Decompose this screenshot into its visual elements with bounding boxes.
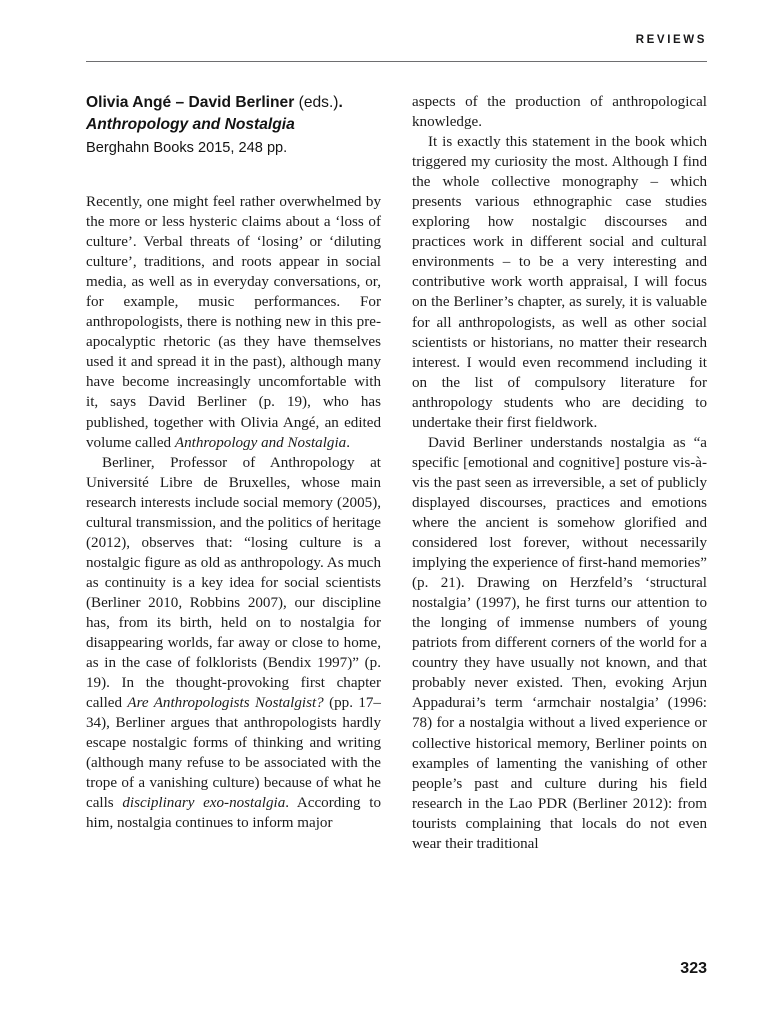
column-left <box>86 92 381 834</box>
paragraph <box>412 433 707 854</box>
header-rule <box>86 61 707 62</box>
book-title: Anthropology and Nostalgia <box>86 115 295 133</box>
text-run: (pp. 17–34), Berliner argues that anthropologists hardly escape nostalgic forms of thinking and writing (although many refuse to be associated with the trope of a vanishing culture) because of what he calls <box>86 695 381 812</box>
column-right <box>412 92 707 854</box>
paragraph <box>412 92 707 132</box>
italic-run: disciplinary exo-nostalgia <box>122 795 286 812</box>
book-header <box>86 92 381 135</box>
page-number: 323 <box>680 960 707 977</box>
book-authors: Olivia Angé – David Berliner <box>86 94 295 111</box>
right-column-body <box>412 92 707 854</box>
paragraph <box>86 192 381 453</box>
book-editors-note: (eds.) <box>298 94 339 111</box>
text-run: . According to him, nostalgia continues to inform major <box>86 795 381 832</box>
header-body-spacer <box>86 159 381 192</box>
book-imprint: Berghahn Books 2015, 248 pp. <box>86 140 288 156</box>
text-run: David Berliner understands nostalgia as “a specific [emotional and cognitive] posture vis-à-vis the past seen as irreversible, a set of publicly displayed discourses, practices and emotions where the ancient is somehow glorified and considered lost forever, without necessarily implying the experience of first-hand memories” (p. 21). Drawing on Herzfeld’s ‘structural nostalgia’ (1997), he first turns our attention to the longing of immense numbers of young patriots from different corners of the world for a country they have usually not known, and that probably never existed. Then, evoking Arjun Appadurai’s term ‘armchair nostalgia’ (1996: 78) for a nostalgia without a lived experience or collective historical memory, Berliner points on examples of lamenting the vanishing of other people’s past and culture during his field research in the Lao PDR (Berliner 2012): from tourists complaining that locals do not even wear their traditional <box>412 434 707 852</box>
italic-run: Are Anthropologists Nostalgist? <box>127 695 324 712</box>
paragraph <box>412 132 707 433</box>
left-column-body <box>86 192 381 834</box>
text-run: . <box>346 434 350 451</box>
paragraph <box>86 453 381 834</box>
text-run: Berliner, Professor of Anthropology at Université Libre de Bruxelles, whose main research interests include social memory (2005), cultural transmission, and the politics of heritage (2012), observes that: “losing culture is a nostalgic figure as old as anthropology. As much as continuity is a key idea for social scientists (Berliner 2010, Robbins 2007), our discipline has, from its birth, held on to nostalgia for disappearing worlds, far away or close to home, as in the case of folklorists (Bendix 1997)” (p. 19). In the thought-provoking first chapter called <box>86 454 381 712</box>
text-run: It is exactly this statement in the book which triggered my curiosity the most. Although I find the whole collective monography – which presents various ethnographic case studies exploring how nostalgic discourses and practices work in different social and cultural environments – to be a very interesting and contributive work worth appraisal, I will focus on the Berliner’s chapter, as surely, it is valuable for all anthropologists, as well as other social scientists or historians, no matter their research interest. I would even recommend including it on the list of compulsory literature for anthropology students who are deciding to undertake their first fieldwork. <box>412 134 707 431</box>
running-head: REVIEWS <box>635 34 707 46</box>
text-run: aspects of the production of anthropological knowledge. <box>412 94 707 131</box>
italic-run: Anthropology and Nostalgia <box>174 434 347 451</box>
text-run: Recently, one might feel rather overwhelmed by the more or less hysteric claims about a ‘loss of culture’. Verbal threats of ‘losing’ or ‘diluting culture’, traditions, and roots appear in social media, as well as in everyday conversations, or, for example, music performances. For anthropologists, there is nothing new in this pre-apocalyptic rhetoric (as they have themselves used it and spread it in the past), although many have become increasingly uncomfortable with it, says David Berliner (p. 19), who has published, together with Olivia Angé, an edited volume called <box>86 194 381 451</box>
book-editors-period: . <box>338 94 343 111</box>
